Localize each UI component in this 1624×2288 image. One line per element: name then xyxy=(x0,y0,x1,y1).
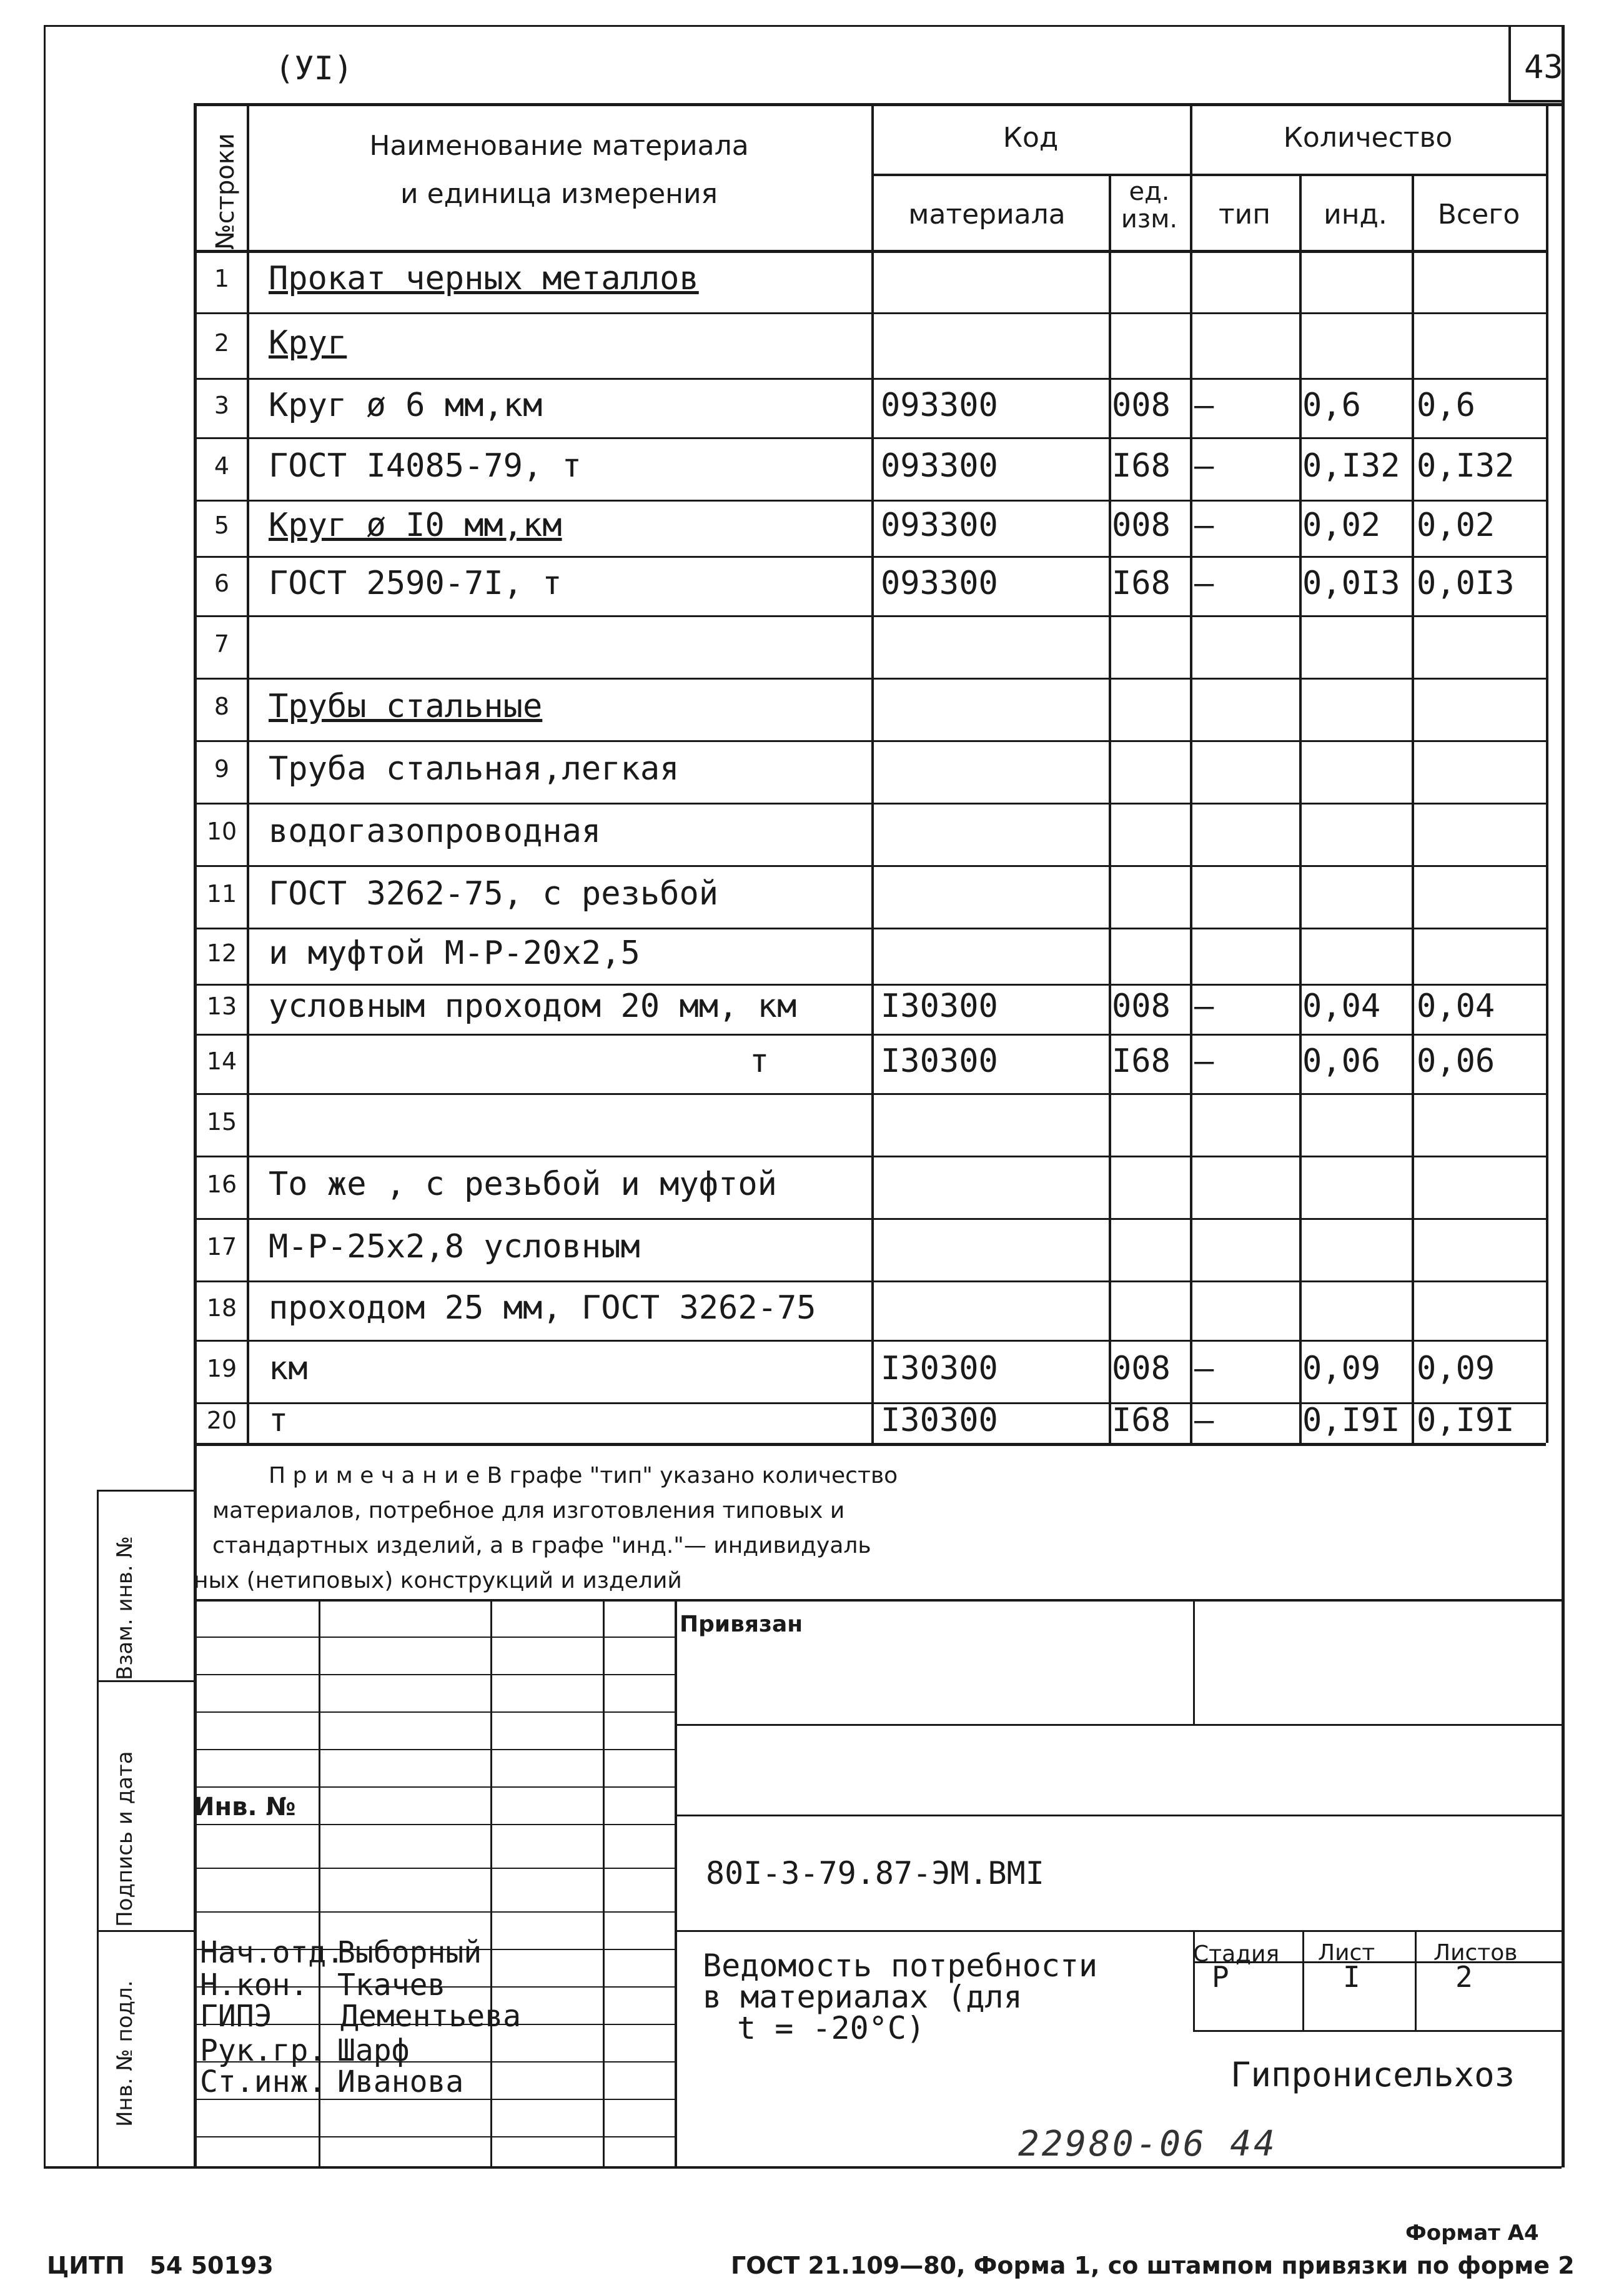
row-number: 5 xyxy=(214,512,230,539)
rule-line xyxy=(194,1034,1546,1036)
rule-line xyxy=(194,1443,1546,1446)
rule-line xyxy=(194,1599,1562,1602)
row-number: 1 xyxy=(214,265,230,292)
stamp-listov: 2 xyxy=(1455,1960,1473,1994)
rule-line xyxy=(194,1749,675,1750)
row-number: 4 xyxy=(214,452,230,480)
row-material-code: 093300 xyxy=(881,564,998,602)
rule-line xyxy=(194,1637,675,1638)
row-qty-ind: 0,02 xyxy=(1302,507,1381,544)
row-material-name: т xyxy=(750,1042,770,1080)
row-material-name: То же , с резьбой и муфтой xyxy=(269,1166,777,1203)
header-code: Код xyxy=(1003,122,1059,154)
row-qty-ind: 0,I9I xyxy=(1302,1401,1400,1439)
note-line3: стандартных изделий, а в графе "инд."— индивидуаль xyxy=(212,1533,871,1558)
row-number: 8 xyxy=(214,693,230,720)
row-material-name: Труба стальная,легкая xyxy=(269,750,680,788)
footer-left: ЦИТП 54 50193 xyxy=(47,2252,274,2279)
rule-line xyxy=(194,615,1546,617)
signer-name: Выборный xyxy=(337,1935,482,1970)
rule-line xyxy=(194,556,1546,558)
rule-line xyxy=(194,1093,1546,1095)
row-unit-code: I68 xyxy=(1112,1401,1171,1439)
rule-line xyxy=(871,103,874,1443)
rule-line xyxy=(1299,174,1302,1443)
rule-line xyxy=(194,103,1562,106)
row-material-name: Прокат черных металлов xyxy=(269,260,699,297)
signer-role: ГИПЭ xyxy=(200,1999,272,2034)
row-number: 3 xyxy=(214,391,230,419)
rule-line xyxy=(194,740,1546,742)
signer-role: Нач.отд. xyxy=(200,1935,345,1970)
signer-role: Рук.гр. xyxy=(200,2033,327,2068)
side-label-inv-podl: Инв. № подл. xyxy=(112,1980,137,2127)
note-line1: П р и м е ч а н и е В графе "тип" указано количество xyxy=(269,1463,898,1488)
row-material-code: I30300 xyxy=(881,1042,998,1080)
rule-line xyxy=(194,803,1546,805)
rule-line xyxy=(194,1156,1546,1157)
stamp-inv-no: Инв. № xyxy=(194,1793,296,1821)
rule-line xyxy=(675,1930,1562,1932)
row-material-name: Круг ø I0 мм,км xyxy=(269,507,562,544)
header-quantity: Количество xyxy=(1283,122,1453,154)
rule-line xyxy=(490,1599,492,2167)
row-qty-total: 0,09 xyxy=(1417,1350,1495,1387)
signer-name: Иванова xyxy=(337,2064,464,2099)
rule-line xyxy=(194,1674,675,1675)
rule-line xyxy=(675,1724,1562,1726)
rule-line xyxy=(194,1824,675,1825)
rule-line xyxy=(194,500,1546,502)
page-number: 43 xyxy=(1524,49,1563,86)
row-number: 18 xyxy=(206,1294,237,1322)
stamp-list-label: Лист xyxy=(1318,1940,1375,1966)
rule-line xyxy=(675,1815,1562,1816)
row-material-name: км xyxy=(269,1350,308,1387)
stamp-title-line2: в материалах (для xyxy=(703,1979,1022,2015)
row-qty-type: – xyxy=(1194,386,1214,424)
row-qty-total: 0,04 xyxy=(1417,988,1495,1025)
rule-line xyxy=(44,25,1562,27)
rule-line xyxy=(1508,100,1562,102)
stamp-organization: Гипронисельхоз xyxy=(1230,2055,1515,2094)
row-material-code: 093300 xyxy=(881,447,998,485)
rule-line xyxy=(44,2166,1562,2169)
rule-line xyxy=(194,1280,1546,1282)
row-material-name: проходом 25 мм, ГОСТ 3262-75 xyxy=(269,1289,816,1327)
row-qty-type: – xyxy=(1194,564,1214,602)
row-qty-total: 0,I9I xyxy=(1417,1401,1515,1439)
rule-line xyxy=(194,1786,675,1788)
stamp-privyazan: Привязан xyxy=(680,1612,803,1637)
rule-line xyxy=(1193,1599,1195,1724)
signer-role: Н.кон. xyxy=(200,1968,309,2003)
note-line2: материалов, потребное для изготовления типовых и xyxy=(212,1498,845,1523)
rule-line xyxy=(1412,174,1414,1443)
rule-line xyxy=(194,928,1546,929)
header-qty-type: тип xyxy=(1219,199,1270,230)
row-qty-type: – xyxy=(1194,1350,1214,1387)
row-number: 10 xyxy=(206,818,237,845)
rule-line xyxy=(194,1218,1546,1220)
stamp-listov-label: Листов xyxy=(1433,1940,1518,1966)
row-unit-code: 008 xyxy=(1112,1350,1171,1387)
header-name-line2: и единица измерения xyxy=(400,178,718,210)
rule-line xyxy=(194,378,1546,380)
rule-line xyxy=(44,25,46,2167)
signer-name: Шарф xyxy=(337,2033,410,2068)
rule-line xyxy=(194,1711,675,1713)
stamp-doc-code: 80I-3-79.87-ЭМ.ВМI xyxy=(706,1855,1044,1891)
side-label-vzam: Взам. инв. № xyxy=(112,1536,137,1680)
stamp-stadia-label: Стадия xyxy=(1193,1941,1280,1967)
row-number: 11 xyxy=(206,880,237,908)
stamp-title-line3: t = -20°С) xyxy=(737,2010,926,2046)
rule-line xyxy=(194,250,1546,253)
side-label-podpis: Подпись и дата xyxy=(112,1751,137,1927)
row-qty-ind: 0,I32 xyxy=(1302,447,1400,485)
rule-line xyxy=(1546,103,1548,1443)
rule-line xyxy=(871,174,1546,176)
row-material-code: I30300 xyxy=(881,988,998,1025)
rule-line xyxy=(194,865,1546,867)
row-qty-type: – xyxy=(1194,988,1214,1025)
row-qty-total: 0,02 xyxy=(1417,507,1495,544)
row-number: 6 xyxy=(214,569,230,597)
stamp-list: I xyxy=(1343,1960,1360,1994)
rule-line xyxy=(1109,174,1111,1443)
signer-name: Ткачев xyxy=(337,1968,446,2003)
row-qty-ind: 0,06 xyxy=(1302,1042,1381,1080)
row-material-name: ГОСТ I4085-79, т xyxy=(269,447,582,485)
header-qty-total: Всего xyxy=(1437,199,1520,230)
row-number: 12 xyxy=(206,939,237,967)
rule-line xyxy=(97,1490,194,1492)
rule-line xyxy=(194,1868,675,1869)
rule-line xyxy=(1508,25,1511,100)
rule-line xyxy=(1562,25,1565,2167)
row-material-name: Круг ø 6 мм,км xyxy=(269,386,543,424)
row-material-name: водогазопроводная xyxy=(269,813,602,850)
header-row-no: №строки xyxy=(211,133,240,250)
row-qty-type: – xyxy=(1194,447,1214,485)
row-material-code: I30300 xyxy=(881,1401,998,1439)
row-qty-ind: 0,04 xyxy=(1302,988,1381,1025)
footer-format: Формат А4 xyxy=(1405,2221,1539,2246)
row-number: 9 xyxy=(214,755,230,783)
rule-line xyxy=(1415,1930,1417,2030)
row-material-name: т xyxy=(269,1401,289,1439)
row-material-name: и муфтой М-Р-20х2,5 xyxy=(269,934,640,972)
row-number: 13 xyxy=(206,993,237,1020)
stamp-title-line1: Ведомость потребности xyxy=(703,1948,1098,1984)
rule-line xyxy=(1302,1930,1304,2030)
row-material-name: Трубы стальные xyxy=(269,688,543,725)
row-qty-total: 0,0I3 xyxy=(1417,564,1515,602)
row-number: 16 xyxy=(206,1171,237,1198)
row-unit-code: 008 xyxy=(1112,386,1171,424)
header-code-unit: ед. изм. xyxy=(1121,177,1178,234)
row-qty-type: – xyxy=(1194,1401,1214,1439)
row-unit-code: I68 xyxy=(1112,1042,1171,1080)
row-qty-total: 0,I32 xyxy=(1417,447,1515,485)
row-qty-total: 0,06 xyxy=(1417,1042,1495,1080)
row-number: 17 xyxy=(206,1233,237,1260)
row-qty-type: – xyxy=(1194,1042,1214,1080)
header-qty-ind: инд. xyxy=(1324,199,1387,230)
signer-name: Дементьева xyxy=(340,1999,521,2034)
header-code-material: материала xyxy=(908,199,1066,230)
row-qty-total: 0,6 xyxy=(1417,386,1475,424)
rule-line xyxy=(194,312,1546,314)
row-unit-code: 008 xyxy=(1112,507,1171,544)
row-qty-type: – xyxy=(1194,507,1214,544)
note-line4: ных (нетиповых) конструкций и изделий xyxy=(194,1568,682,1593)
rule-line xyxy=(247,103,249,1443)
row-number: 19 xyxy=(206,1355,237,1382)
header-name-line1: Наименование материала xyxy=(369,130,749,162)
row-qty-ind: 0,0I3 xyxy=(1302,564,1400,602)
rule-line xyxy=(97,1490,99,2167)
rule-line xyxy=(97,1680,194,1682)
row-material-code: I30300 xyxy=(881,1350,998,1387)
row-unit-code: I68 xyxy=(1112,564,1171,602)
row-number: 14 xyxy=(206,1047,237,1075)
rule-line xyxy=(194,984,1546,986)
stamp-stadia: Р xyxy=(1212,1960,1229,1994)
footer-right: ГОСТ 21.109—80, Форма 1, со штампом привязки по форме 2 xyxy=(731,2252,1575,2279)
row-material-name: Круг xyxy=(269,324,347,362)
row-unit-code: 008 xyxy=(1112,988,1171,1025)
rule-line xyxy=(675,1599,677,2167)
row-number: 20 xyxy=(206,1406,237,1434)
row-qty-ind: 0,6 xyxy=(1302,386,1361,424)
row-number: 15 xyxy=(206,1108,237,1136)
rule-line xyxy=(194,1340,1546,1342)
row-number: 7 xyxy=(214,630,230,658)
row-number: 2 xyxy=(214,329,230,357)
rule-line xyxy=(97,1930,194,1932)
row-material-name: ГОСТ 3262-75, с резьбой xyxy=(269,875,719,913)
rule-line xyxy=(194,2136,675,2137)
row-qty-ind: 0,09 xyxy=(1302,1350,1381,1387)
row-material-code: 093300 xyxy=(881,507,998,544)
row-unit-code: I68 xyxy=(1112,447,1171,485)
rule-line xyxy=(603,1599,605,2167)
section-label: (УI) xyxy=(275,50,354,87)
rule-line xyxy=(194,678,1546,680)
rule-line xyxy=(194,1911,675,1913)
row-material-name: условным проходом 20 мм, км xyxy=(269,988,797,1025)
rule-line xyxy=(1193,2030,1562,2032)
row-material-name: ГОСТ 2590-7I, т xyxy=(269,564,562,602)
row-material-name: М-Р-25х2,8 условным xyxy=(269,1228,640,1265)
rule-line xyxy=(1190,103,1192,1443)
rule-line xyxy=(194,437,1546,439)
row-material-code: 093300 xyxy=(881,386,998,424)
signer-role: Ст.инж. xyxy=(200,2064,327,2099)
handwritten-archive-number: 22980-06 44 xyxy=(1018,2124,1277,2164)
